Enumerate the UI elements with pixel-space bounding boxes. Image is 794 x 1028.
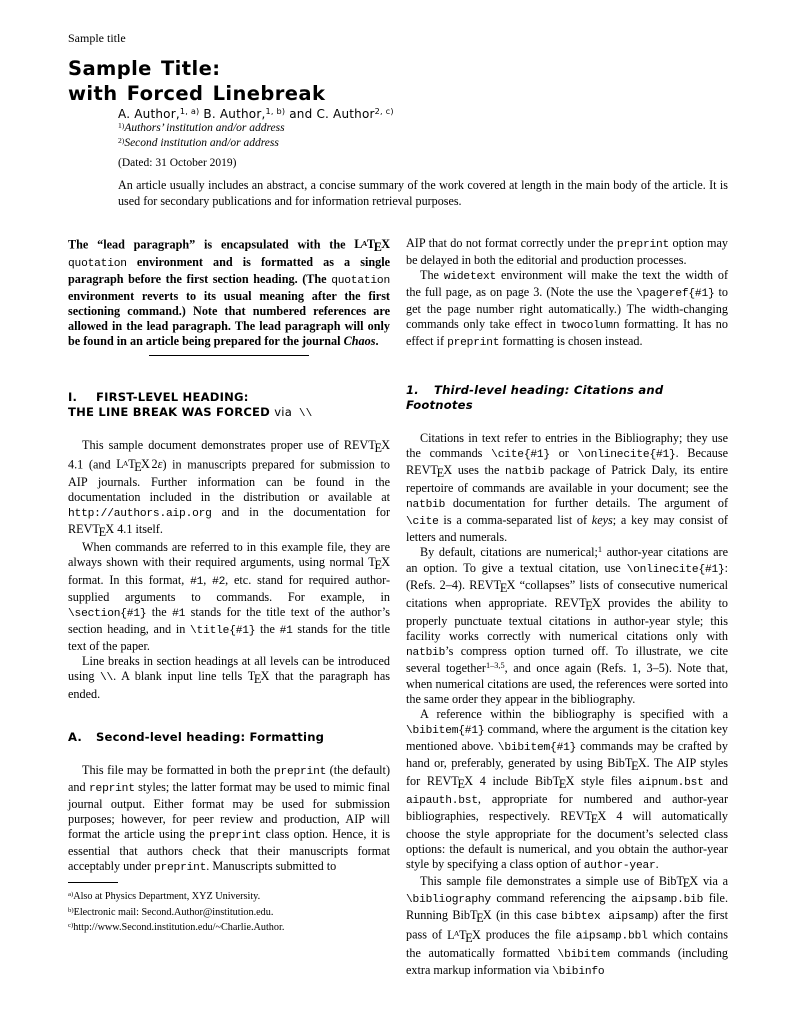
- subsubsection-1-number: 1.: [406, 383, 419, 397]
- affiliation-1-text: Authors’ institution and/or address: [124, 122, 285, 134]
- paragraph: This sample file demonstrates a simple use of BibTEX via a \bibliography command referencing the aipsamp.bib file. Running BibTEX (in this case bibtex aipsamp) after the first pass of LATEX produces the file aipsamp.bbl which contains the automatically formatted \bibitem commands (including extra markup information via \bibinfo: [406, 873, 729, 978]
- paragraph: Line breaks in section headings at all levels can be introduced using \\. A blank input line tells TEX that the paragraph has ended.: [68, 654, 390, 702]
- tex-logo: REVTEX: [469, 577, 516, 595]
- footnote-c-marker: c): [68, 922, 74, 930]
- left-column: [68, 236, 390, 937]
- tex-logo: BibTEX: [607, 755, 647, 773]
- subsubsection-1-heading: [406, 383, 728, 413]
- author-list: A. Author,$^{1, a)}$ B. Author,$^{1, b)}$ and C. Author$^{2, c)}$: [118, 106, 394, 121]
- section-1-number: I.: [68, 390, 78, 405]
- affiliation-1-marker: 1): [118, 120, 125, 130]
- tex-logo: REVTEX: [560, 808, 607, 826]
- footnote-c: [68, 921, 390, 937]
- section-1-title: FIRST-LEVEL HEADING:: [96, 390, 249, 405]
- footnote-a-marker: a): [68, 891, 74, 899]
- paragraph: The widetext environment will make the text the width of the full page, as on page 3. (Note the use the \pageref{#1} to get the page number right automatically.) The width-changing commands only take effect in twocolumn formatting. It has no effect if preprint formatting is chosen instead.: [406, 268, 728, 349]
- paragraph: This file may be formatted in both the preprint (the default) and reprint styles; the latter format may be used to mimic final journal output. Either format may be used for submission purposes; however, for peer review and production, AIP will format the article using the preprint class option. Hence, it is essential that authors check that their manuscripts format acceptably under preprint. Manuscripts submitted to: [68, 763, 390, 875]
- running-head: Sample title: [68, 31, 126, 45]
- paragraph: Citations in text refer to entries in the Bibliography; they use the commands \cite{#1} or \onlinecite{#1}. Because REVTEX uses the natbib package of Patrick Daly, its entire repertoire of commands are available in your document; see the natbib documentation for further details. The argument of \cite is a comma-separated list of keys; a key may consist of letters and numerals.: [406, 431, 728, 544]
- subsection-A-number: A.: [68, 730, 82, 745]
- section-1-heading: [68, 390, 390, 422]
- paragraph: AIP that do not format correctly under the preprint option may be delayed in both the editorial and production processes.: [406, 236, 728, 267]
- paragraph: By default, citations are numerical;$^1$ author-year citations are an option. To give a textual citation, use \onlinecite{#1}: (Refs. 2–4). REVTEX “collapses” lists of consecutive numerical citations when appropriate. REVTEX provides the ability to properly punctuate textual citations in author-year style; this facility works correctly with numerical citations only with natbib’s compress option turned off. To illustrate, we cite several together$^{1-3,5}$, and once again (Refs. 1, 3–5). Note that, when numerical citations are used, the references were sorted into the same order they appear in the bibliography.: [406, 544, 729, 706]
- footnote-a-text: Also at Physics Department, XYZ University.: [73, 891, 261, 903]
- footnote-block: [68, 882, 390, 937]
- right-column: [406, 236, 729, 978]
- affiliation-1: [118, 121, 394, 136]
- footnote-b-marker: b): [68, 906, 74, 914]
- tex-logo: REVTEX: [406, 463, 453, 480]
- subsection-A-heading: [68, 730, 390, 745]
- paragraph: A reference within the bibliography is specified with a \bibitem{#1} command, where the argument is the citation key mentioned above. \bibitem{#1} commands may be crafted by hand or, preferably, generated by using BibTEX. The AIP styles for REVTEX 4 include BibTEX style files aipnum.bst and aipauth.bst, appropriate for numbered and author-year bibliographies, respectively. REVTEX 4 will automatically choose the style appropriate for the document’s selected class options: the default is numerical, and you obtain the author-year style by specifying a class option of author-year.: [406, 706, 728, 872]
- tex-logo: LATEX: [354, 237, 390, 255]
- paragraph: When commands are referred to in this example file, they are always shown with their required arguments, using normal TEX format. In this format, #1, #2, etc. stand for required author-supplied arguments to commands. For example, in \section{#1} the #1 stands for the title text of the author’s section heading, and in \title{#1} the #1 stands for the title text of the paper.: [68, 540, 391, 654]
- tex-logo: BibTEX: [452, 908, 492, 926]
- dated-line: (Dated: 31 October 2019): [118, 157, 237, 169]
- tex-logo: LATEX: [447, 927, 481, 945]
- section-1-heading-line2: THE LINE BREAK WAS FORCED via \\: [68, 405, 313, 421]
- tex-logo: REVTEX: [554, 595, 601, 613]
- tex-logo: BibTEX: [658, 873, 699, 891]
- tex-logo: LATEX 2ε: [116, 457, 163, 475]
- two-column-body: [68, 236, 729, 978]
- affiliation-2-text: Second institution and/or address: [124, 137, 279, 149]
- abstract: An article usually includes an abstract, a concise summary of the work covered at length in the main body of the article. It is used for secondary publications and for information retrieval purposes.: [118, 178, 728, 208]
- tex-logo: BibTEX: [535, 773, 575, 791]
- tex-logo: TEX: [247, 669, 270, 687]
- subsubsection-1-title: Third-level heading: Citations and Footnotes: [406, 383, 664, 412]
- footnote-b-text: Electronic mail: Second.Author@institution.edu.: [73, 906, 274, 918]
- title-line-1: Sample Title:: [68, 57, 221, 80]
- byline: [118, 107, 394, 151]
- lead-paragraph: The “lead paragraph” is encapsulated with the LATEX quotation environment and is formatted as a single paragraph before the first section heading. (The quotation environment reverts to its usual meaning after the first sectioning command.) Note that numbered references are allowed in the lead paragraph. The lead paragraph will only be found in an article being prepared for the journal Chaos.: [68, 237, 390, 349]
- subsection-A-title: Second-level heading: Formatting: [96, 730, 325, 745]
- tex-logo: REVTEX: [426, 773, 474, 791]
- footnote-b: [68, 906, 390, 922]
- affiliation-2: [118, 136, 394, 151]
- page-title: [68, 57, 325, 106]
- section-1-heading-line1: [68, 390, 390, 405]
- tex-logo: TEX: [368, 555, 390, 573]
- affiliation-2-marker: 2): [118, 135, 125, 145]
- footnote-c-text: http://www.Second.institution.edu/~Charlie.Author.: [73, 922, 285, 934]
- tex-logo: REVTEX: [68, 522, 115, 540]
- footnote-a: [68, 890, 390, 906]
- tex-logo: REVTEX: [343, 438, 390, 456]
- title-line-2: with Forced Linebreak: [68, 81, 326, 105]
- paragraph: This sample document demonstrates proper use of REVTEX 4.1 (and LATEX 2ε) in manuscripts prepared for submission to AIP journals. Further information can be found in the documentation included in the distribution or available at http://authors.aip.org and in the documentation for REVTEX 4.1 itself.: [68, 438, 390, 540]
- lead-paragraph-rule: [149, 355, 309, 356]
- footnote-rule: [68, 882, 118, 883]
